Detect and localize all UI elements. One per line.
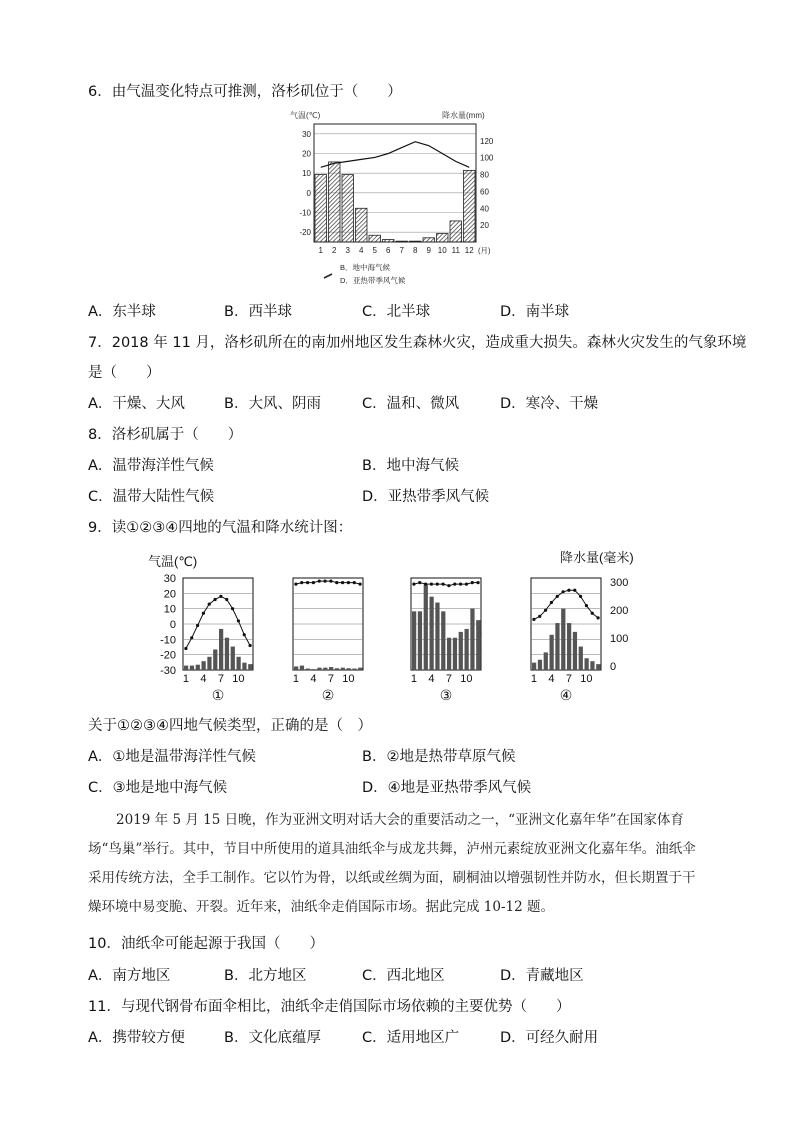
- month-tick-3: 4: [428, 673, 435, 685]
- climate-chart-label-2: ②: [321, 687, 335, 703]
- precip-bar-1: [184, 666, 188, 670]
- precip-bar-2: [300, 666, 304, 670]
- la-precip-bar: [396, 241, 408, 242]
- q8-option-a[interactable]: A．温带海洋性气候: [88, 458, 214, 474]
- q7-option-a[interactable]: A．干燥、大风: [88, 396, 185, 412]
- la-precip-tick: 100: [480, 153, 494, 163]
- precip-bar-4: [555, 623, 559, 670]
- precip-bar-2: [317, 668, 321, 670]
- month-tick-1: 10: [232, 673, 245, 685]
- q11-stem: 11．与现代钢骨布面伞相比，油纸伞走俏国际市场依赖的主要优势（ ）: [88, 999, 571, 1015]
- four-climate-charts: [140, 546, 660, 706]
- la-legend-mark: [324, 274, 332, 278]
- precip-bar-1: [225, 638, 229, 670]
- four-right-axis-label: 降水量(毫米): [560, 550, 634, 565]
- la-month-tick: 12: [464, 246, 474, 255]
- precip-bar-1: [219, 629, 223, 670]
- q7-option-b[interactable]: B．大风、阴雨: [224, 396, 321, 412]
- la-month-tick: 9: [426, 246, 431, 255]
- q9-option-c[interactable]: C．③地是地中海气候: [88, 780, 228, 796]
- la-precip-bar: [437, 234, 449, 242]
- q8-option-d[interactable]: D．亚热带季风气候: [362, 489, 490, 505]
- la-temp-tick: 20: [302, 149, 311, 159]
- four-temp-tick: 30: [163, 573, 176, 585]
- precip-bar-4: [573, 632, 577, 670]
- month-tick-4: 1: [530, 673, 537, 685]
- month-tick-2: 10: [342, 673, 355, 685]
- precip-bar-3: [447, 638, 451, 670]
- la-month-tick: 10: [437, 246, 447, 255]
- month-tick-4: 4: [548, 673, 555, 685]
- precip-bar-2: [312, 669, 316, 670]
- precip-bar-3: [430, 597, 434, 670]
- la-precip-bar: [383, 239, 395, 242]
- precip-bar-4: [550, 635, 554, 670]
- month-tick-3: 7: [445, 673, 452, 685]
- four-temp-tick: -30: [160, 665, 176, 677]
- q11-option-c[interactable]: C．适用地区广: [362, 1030, 460, 1046]
- precip-bar-2: [352, 669, 356, 670]
- precip-bar-3: [470, 608, 474, 670]
- la-month-tick: 4: [359, 246, 364, 255]
- month-tick-1: 4: [200, 673, 207, 685]
- q10-option-b[interactable]: B．北方地区: [224, 968, 307, 984]
- precip-bar-3: [435, 603, 439, 670]
- month-tick-1: 7: [217, 673, 224, 685]
- q6-option-b[interactable]: B．西半球: [224, 304, 292, 320]
- precip-bar-1: [190, 666, 194, 670]
- four-temp-tick: 0: [169, 619, 176, 631]
- month-tick-3: 10: [460, 673, 473, 685]
- precip-bar-1: [202, 661, 206, 670]
- q8-option-c[interactable]: C．温带大陆性气候: [88, 489, 215, 505]
- la-month-tick: 8: [413, 246, 418, 255]
- la-precip-bar: [369, 235, 381, 242]
- q6-option-d[interactable]: D．南半球: [500, 304, 570, 320]
- la-precip-bar: [464, 170, 476, 242]
- q7-stem-line2: 是（ ）: [88, 365, 161, 381]
- q11-option-a[interactable]: A．携带较方便: [88, 1030, 185, 1046]
- la-temp-tick: 10: [302, 169, 311, 179]
- q7-stem-line1: 7．2018 年 11 月，洛杉矶所在的南加州地区发生森林火灾，造成重大损失。森林火灾发生的气象环境: [88, 335, 747, 351]
- la-precip-tick: 60: [480, 187, 489, 197]
- q11-option-b[interactable]: B．文化底蕴厚: [224, 1030, 321, 1046]
- la-temp-line: [321, 142, 470, 168]
- q10-option-a[interactable]: A．南方地区: [88, 968, 171, 984]
- month-tick-1: 1: [182, 673, 189, 685]
- precip-bar-2: [358, 668, 362, 670]
- la-precip-bar: [410, 241, 422, 242]
- precip-bar-2: [329, 667, 333, 670]
- month-tick-2: 1: [292, 673, 299, 685]
- la-temp-tick: 0: [306, 188, 311, 198]
- la-month-tick: 3: [345, 246, 350, 255]
- la-left-axis-label: 气温(℃): [290, 111, 321, 120]
- four-precip-tick: 200: [610, 605, 629, 617]
- precip-bar-4: [596, 664, 600, 670]
- q6-option-a[interactable]: A．东半球: [88, 304, 156, 320]
- precip-bar-2: [335, 668, 339, 670]
- q9-option-b[interactable]: B．②地是热带草原气候: [362, 749, 516, 765]
- q10-option-c[interactable]: C．西北地区: [362, 968, 445, 984]
- precip-bar-1: [196, 665, 200, 670]
- la-precip-bar: [356, 208, 368, 242]
- q6-stem: 6．由气温变化特点可推测，洛杉矶位于（ ）: [88, 84, 402, 100]
- precip-bar-1: [207, 657, 211, 670]
- la-precip-bar: [329, 162, 341, 242]
- precip-bar-3: [424, 585, 428, 670]
- q10-stem: 10．油纸伞可能起源于我国（ ）: [88, 936, 324, 952]
- precip-bar-3: [412, 611, 416, 670]
- precip-bar-3: [476, 620, 480, 670]
- month-tick-4: 10: [580, 673, 593, 685]
- precip-bar-2: [306, 669, 310, 670]
- precip-bar-1: [213, 649, 217, 670]
- precip-bar-1: [231, 647, 235, 670]
- la-month-unit: (月): [478, 246, 491, 255]
- precip-bar-1: [237, 657, 241, 670]
- month-tick-2: 4: [310, 673, 317, 685]
- q7-option-c[interactable]: C．温和、微风: [362, 396, 460, 412]
- climate-chart-label-3: ③: [439, 687, 453, 703]
- precip-bar-4: [544, 652, 548, 670]
- q9-subquestion: 关于①②③④四地气候类型，正确的是（ ）: [88, 718, 372, 734]
- precip-bar-4: [561, 608, 565, 670]
- la-month-tick: 6: [386, 246, 391, 255]
- q6-option-c[interactable]: C．北半球: [362, 304, 431, 320]
- la-temp-tick: 30: [302, 129, 311, 139]
- precip-bar-3: [465, 629, 469, 670]
- four-temp-tick: -10: [160, 634, 176, 647]
- four-precip-tick: 0: [610, 661, 617, 673]
- precip-bar-3: [453, 638, 457, 670]
- la-precip-bar: [342, 175, 354, 242]
- la-precip-tick: 40: [480, 204, 489, 214]
- precip-bar-3: [418, 611, 422, 670]
- precip-bar-3: [441, 611, 445, 670]
- la-month-tick: 7: [399, 246, 404, 255]
- precip-bar-2: [294, 666, 298, 670]
- four-temp-tick: 20: [163, 588, 176, 601]
- la-month-tick: 2: [332, 246, 337, 255]
- precip-bar-4: [590, 661, 594, 670]
- q7-option-d[interactable]: D．寒冷、干燥: [500, 396, 599, 412]
- la-precip-bar: [450, 221, 462, 242]
- la-precip-bar: [315, 175, 327, 242]
- precip-bar-4: [538, 660, 542, 670]
- la-precip-tick: 80: [480, 170, 489, 180]
- precip-bar-1: [248, 664, 252, 670]
- month-tick-4: 7: [565, 673, 572, 685]
- la-legend-d: D．亚热带季风气候: [340, 276, 406, 285]
- q8-stem: 8．洛杉矶属于（ ）: [88, 427, 243, 443]
- precip-bar-4: [532, 663, 536, 670]
- q9-stem: 9．读①②③④四地的气温和降水统计图：: [88, 520, 353, 536]
- reading-passage: 2019 年 5 月 15 日晚，作为亚洲文明对话大会的重要活动之一，“亚洲文化嘉年华”在国家体育场“鸟巢”举行。其中，节目中所使用的道具油纸伞与成龙共舞，泸州元素绽放亚洲文化嘉年华。油纸伞采用传统方法，全手工制作。它以竹为骨，以纸或丝绸为面，刷桐油以增强韧性并防水，但长期置于干燥环境中易变脆、开裂。近年来，油纸伞走俏国际市场。据此完成 10-12 题。: [88, 812, 696, 915]
- climate-chart-label-4: ④: [559, 687, 573, 703]
- q8-option-b[interactable]: B．地中海气候: [362, 458, 459, 474]
- four-precip-tick: 300: [610, 577, 629, 589]
- precip-bar-4: [567, 623, 571, 670]
- la-month-tick: 1: [318, 246, 323, 255]
- la-month-tick: 11: [451, 246, 460, 255]
- precip-bar-2: [341, 668, 345, 670]
- four-precip-tick: 100: [610, 633, 629, 645]
- la-temp-tick: -20: [299, 228, 311, 238]
- la-legend-b: B．地中海气候: [340, 263, 391, 272]
- la-precip-bar: [423, 238, 435, 242]
- q9-option-a[interactable]: A．①地是温带海洋性气候: [88, 749, 256, 765]
- four-temp-tick: -20: [160, 649, 176, 662]
- la-temp-tick: -10: [299, 208, 311, 218]
- four-temp-tick: 10: [163, 603, 176, 616]
- losangeles-climate-chart: [288, 108, 528, 288]
- q10-option-d[interactable]: D．青藏地区: [500, 968, 584, 984]
- precip-bar-3: [459, 632, 463, 670]
- precip-bar-4: [579, 647, 583, 670]
- precip-bar-2: [347, 668, 351, 670]
- la-precip-tick: 20: [480, 221, 489, 231]
- climate-chart-label-1: ①: [211, 687, 225, 703]
- four-left-axis-label: 气温(℃): [148, 554, 198, 569]
- la-precip-tick: 120: [480, 136, 494, 146]
- month-tick-3: 1: [410, 673, 417, 685]
- la-right-axis-label: 降水量(mm): [442, 111, 485, 120]
- month-tick-2: 7: [327, 673, 334, 685]
- q9-option-d[interactable]: D．④地是亚热带季风气候: [362, 780, 532, 796]
- precip-bar-1: [242, 663, 246, 670]
- precip-bar-4: [585, 658, 589, 670]
- precip-bar-2: [323, 668, 327, 670]
- la-month-tick: 5: [372, 246, 377, 255]
- q11-option-d[interactable]: D．可经久耐用: [500, 1030, 599, 1046]
